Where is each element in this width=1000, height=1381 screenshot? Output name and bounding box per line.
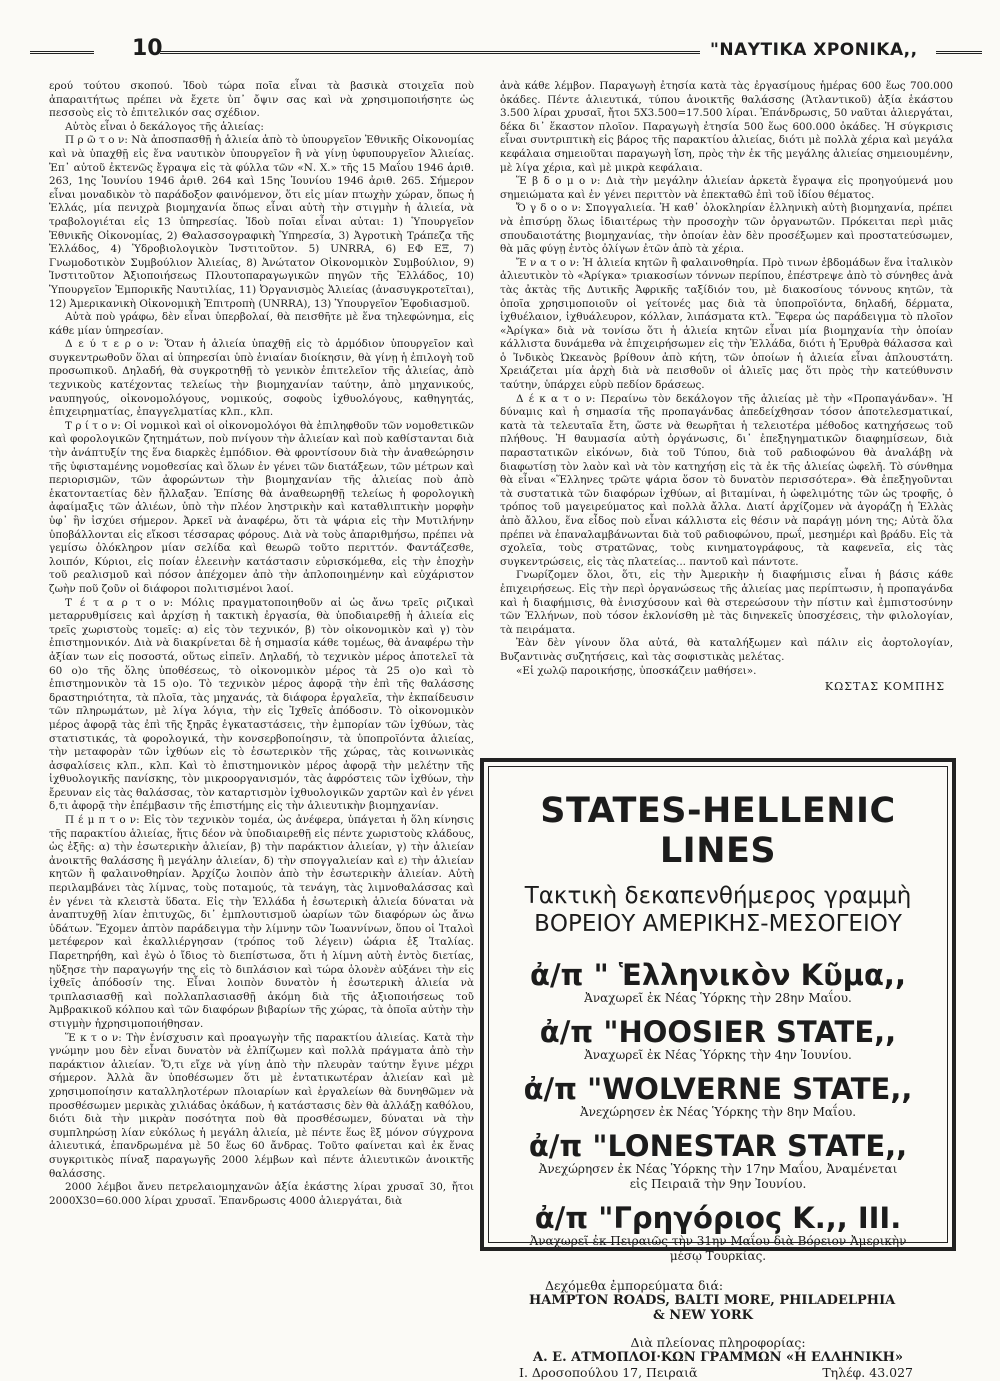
ad-company: Α. Ε. ΑΤΜΟΠΛΟΙ·ΚΩΝ ΓΡΑΜΜΩΝ «Η ΕΛΛΗΝΙΚΗ» xyxy=(533,1350,903,1365)
advertisement-inner xyxy=(488,766,948,1380)
ad-info-intro: Διὰ πλείονας πληροφορίας: xyxy=(630,1335,806,1350)
article-paragraph: Τ ρ ί τ ο ν: Οἱ νομικοὶ καὶ οἱ οἰκονομολόγοι θὰ ἐπιληφθοῦν τῶν νομοθετικῶν καὶ φορολογικῶν ζητημάτων, ποὺ πνίγουν τὴν ἁλιείαν καὶ ποὺ καθίστανται διὰ τὴν ἀνάπτυξίν της ἕνα διαρκὲς ἐμπόδιον. Θὰ φροντίσουν διὰ τὴν ἀναθεώρησιν τῆς ὑφισταμένης νομοθεσίας καὶ ὅλων ἐν γένει τῶν διατάξεων, τῶν μέτρων καὶ περιορισμῶν, τῶν ἀφορώντων τὴν βιομηχανίαν τῆς ἁλιείας ποὺ ἀπὸ ἑκατονταετίας δὲν ἤλλαξαν. Ἐπίσης θὰ ἀναθεωρηθῇ τελείως ἡ φορολογικὴ ἀφαίμαξις τῶν ἁλιέων, ὑπὸ τὴν πλέον ληστρικὴν καὶ καταθλιπτικὴν μορφὴν ὑφ᾽ ἣν ἰσχύει σήμερον. Ἀρκεῖ νὰ ἀναφέρω, ὅτι τὰ ψάρια εἰς τὴν Μυτιλήνην ὑποβάλλονται εἰς εἴκοσι τέσσαρας φόρους. Διὰ νὰ τοὺς ἀπαριθμήσω, πρέπει νὰ γεμίσω ὁλόκληρον μίαν σελίδα καὶ θεωρῶ τοῦτο περιττόν. Φαντάζεσθε, λοιπόν, Κύριοι, εἰς ποίαν ἐλεεινὴν κατάστασιν εὑρισκόμεθα, εἰς τὴν ἐποχὴν τοῦ ρεαλισμοῦ καὶ πόσον ἀπέχομεν ἀπὸ τὴν ἀπλοποιημένην καὶ εὐχάριστον ζωὴν ποῦ ζοῦν οἱ διάφοροι πολιτισμένοι λαοί. xyxy=(49,419,474,595)
ship-name: ἀ/π "HOOSIER STATE,, xyxy=(539,1015,897,1049)
article-paragraph: Γνωρίζομεν ὅλοι, ὅτι, εἰς τὴν Ἀμερικὴν ἡ διαφήμισις εἶναι ἡ βάσις κάθε ἐπιχειρήσεως. Εἰς τὴν περὶ ὀργανώσεως τῆς ἁλιείας μας περίπτωσιν, ἡ προπαγάνδα καὶ ἡ διαφήμισις, θὰ ἐνισχύσουν καὶ θὰ στερεώσουν τὴν πίστιν καὶ ἐμπιστοσύνην τῶν Ἑλλήνων, ποὺ τόσον ἐκλονίσθη μὲ τὰς διηνεκεῖς ὑποσχέσεις, τὴν φιλολογίαν, τὰ πειράματα. xyxy=(500,569,953,636)
header-rule-left xyxy=(30,51,94,54)
article-column-right-text xyxy=(500,80,953,678)
ship-name: ἀ/π "WOLVERNE STATE,, xyxy=(523,1072,913,1106)
ship-schedule: Ἀναχωρεῖ ἐκ Πειραιῶς τὴν 31ην Μαΐου διὰ Βόρειον Ἀμερικὴν μέσῳ Τουρκίας. xyxy=(529,1234,907,1263)
author-signature: ΚΩΣΤΑΣ ΚΟΜΠΗΣ xyxy=(824,680,945,694)
advertisement-box xyxy=(480,758,956,1380)
article-paragraph: ἀνὰ κάθε λέμβον. Παραγωγὴ ἐτησία κατὰ τὰς ἐργασίμους ἡμέρας 600 ἕως 700.000 ὀκάδες. Πέντε ἁλιευτικά, τύπου ἀνοικτῆς θαλάσσης (Ἀτλαντικοῦ) ἀξία ἑκάστου 3.500 λίραι χρυσαῖ, ἤτοι 5Χ3.500=17.500 λίραι. Ἐπάνδρωσις, 50 ναῦται ἁλιεργάται, δέκα δι᾽ ἕκαστον πλοῖον. Παραγωγὴ ἐτησία 500 ἕως 600.000 ὀκάδες. Ἡ σύγκρισις εἶναι συντριπτικὴ εἰς βάρος τῆς παρακτίου ἁλιείας, διότι μὲ πολλὰ χέρια καὶ μεγάλα κεφάλαια σημειοῦται παραγωγὴ ἴση, πρὸς τὴν ἐκ τῆς μεγάλης ἁλιείας σημειουμένην, μὲ λίγα χέρια, καὶ μὲ μικρὰ κεφάλαια. xyxy=(500,80,953,174)
ship-schedule: Ἀναχωρεῖ ἐκ Νέας Ὑόρκης τὴν 28ην Μαΐου. xyxy=(584,991,852,1005)
ad-ports-line-2: & NEW YORK xyxy=(653,1308,753,1323)
page-header xyxy=(30,38,982,68)
article-paragraph: Τ έ τ α ρ τ ο ν: Μόλις πραγματοποιηθοῦν αἱ ὡς ἄνω τρεῖς ριζικαὶ μεταρρυθμίσεις καὶ ἀρχίσῃ ἡ τακτικὴ ἐργασία, θὰ ὑποδιαιρεθῇ ἡ ἁλιεία εἰς τρεῖς χωριστοὺς τομεῖς: α) εἰς τὸν τεχνικόν, β) τὸν οἰκονομικὸν καὶ γ) τὸν ἐπιστημονικόν. Διὰ νὰ διακρίνεται δὲ ἡ σημασία κάθε τομέως, θὰ ἀναφέρω τὴν ἀξίαν των εἰς ποσοστά, οὕτως εἰπεῖν. Δηλαδή, τὸ τεχνικὸν μέρος ἀποτελεῖ τὰ 60 ο)ο τῆς ὅλης ὑποθέσεως, τὸ οἰκονομικὸν μέρος τὰ 25 ο)ο καὶ τὸ ἐπιστημονικὸν τὰ 15 ο)ο. Τὸ τεχνικὸν μέρος ἀφορᾷ τὴν ἐπὶ τῆς θαλάσσης δραστηριότητα, τὰ πλοῖα, τὰς μηχανάς, τὰ διάφορα ἐργαλεῖα, τὴν ἐκπαίδευσιν τῶν πληρωμάτων, μὲ λίγα λόγια, τὴν εἰς Ἰχθεῖς ἀπόδοσιν. Τὸ οἰκονομικὸν μέρος ἀφορᾷ τὰς ἐπὶ τῆς ξηρᾶς ἐγκαταστάσεις, τὴν ἐμπορίαν τῶν ἰχθύων, τὰς στατιστικάς, τὰ φορολογικά, τὴν κονσερβοποίησιν, τὰ ὑποπροϊόντα ἁλιείας, τὴν μεταφορὰν τῶν ἰχθύων εἰς τὸ ἐσωτερικὸν τῆς χώρας, τὰς κοινωνικὰς ἀσφαλίσεις κλπ., κλπ. Καὶ τὸ ἐπιστημονικὸν μέρος ἀφορᾷ τὴν μελέτην τῆς ἰχθυολογικῆς πανίσκης, τὸν μικροοργανισμόν, τὰς ἀφρόστεις τῶν ἰχθύων, τὴν ἔρευναν εἰς τὰς θαλάσσας, τὸν καταρτισμὸν ἰχθυολογικῶν χαρτῶν καὶ ἐν γένει δ,τι ἀφορᾷ τὴν ἐπέμβασιν τῆς ἐπιστήμης εἰς τὴν ἀλιευτικὴν βιομηχανίαν. xyxy=(49,596,474,813)
ship-name: ἀ/π "Γρηγόριος Κ.,, ΙΙΙ. xyxy=(534,1201,902,1235)
ad-subtitle-1: Τακτικὴ δεκαπενθήμερος γραμμὴ xyxy=(524,883,912,909)
page-number: 10 xyxy=(132,36,163,61)
article-paragraph: Π ρ ῶ τ ο ν: Νὰ ἀποσπασθῇ ἡ ἁλιεία ἀπὸ τὸ ὑπουργεῖον Ἐθνικῆς Οἰκονομίας καὶ νὰ ὑπαχθῇ εἰς ἕνα ναυτικὸν ὑπουργεῖον ἢ νὰ γίνῃ ὑφυπουργεῖον Ἁλιείας. Ἐπ᾽ αὐτοῦ ἐκτενῶς ἔγραψα εἰς τὰ φύλλα τῶν «Ν. Χ.» τῆς 15 Μαΐου 1946 ἀριθ. 263, 1ης Ἰουνίου 1946 ἀριθ. 264 καὶ 15ης Ἰουνίου 1946 ἀριθ. 265. Σήμερον εἶναι μοναδικὸν τὸ παράδοξον φαινόμενον, ὅτι εἰς μίαν πτωχὴν χώραν, ὅπως ἡ Ἑλλάς, μία πενιχρὰ βιομηχανία ὅπως εἶναι αὐτὴ τὴν στιγμὴν ἡ ἁλιεία, νὰ τραβολογιέται εἰς 13 ὑπηρεσίας. Ἰδοὺ ποῖαι εἶναι αὐται: 1) Ὑπουργεῖον Ἐθνικῆς Οἰκονομίας, 2) Θαλασσογραφικὴ Ὑπηρεσία, 3) Ἀγροτικὴ Τράπεζα τῆς Ἑλλάδος, 4) Ὑδροβιολογικὸν Ἰνστιτοῦτον. 5) UNRRA, 6) ΕΦ ΕΞ, 7) Γνωμοδοτικὸν Συμβούλιον Ἁλιείας, 8) Ἀνώτατον Οἰκονομικὸν Συμβούλιον, 9) Ἰνστιτοῦτον Ἀξιοποιήσεως Πλουτοπαραγωγικῶν πηγῶν τῆς Ἑλλάδος, 10) Ὑπουργεῖον Ἐμπορικῆς Ναυτιλίας, 11) Ὀργανισμὸς Ἁλιείας (ἀνασυγκροτεῖται), 12) Ἀμερικανικὴ Οἰκονομικὴ Ἐπιτροπὴ (UNRRA), 13) Ὑπουργεῖον Ἐφοδιασμοῦ. xyxy=(49,134,474,310)
ship-name: ἀ/π "LONESTAR STATE,, xyxy=(528,1129,908,1163)
article-paragraph: ερού τούτου σκοπού. Ἰδοὺ τώρα ποῖα εἶναι τὰ βασικὰ στοιχεῖα ποὺ ἀπαραιτήτως πρέπει νὰ ἔχετε ὑπ᾽ ὄψιν σας καὶ νὰ χρησιμοποιήσητε ὡς πεσσοὺς εἰς τὸ ἐπιτελικόν σας σχέδιον. xyxy=(49,80,474,120)
ship-name: ἀ/π " Ἑλληνικὸν Κῦμα,, xyxy=(530,958,906,992)
article-column-right xyxy=(500,80,953,694)
ad-subtitle-2: ΒΟΡΕΙΟΥ ΑΜΕΡΙΚΗΣ-ΜΕΣΟΓΕΙΟΥ xyxy=(534,911,902,937)
article-paragraph: Ὄ γ δ ο ο ν: Σπογγαλιεία. Ἡ καθ᾽ ὁλοκληρίαν ἑλληνικὴ αὐτὴ βιομηχανία, πρέπει νὰ ἐπισύρῃ ὅλως ἰδιαιτέρως τὴν προσοχὴν τῶν ὀργανωτῶν. Πρόκειται περὶ μιᾶς σπουδαιοτάτης βιομηχανίας, τὴν ὁποίαν ἐὰν δὲν προσέξωμεν καὶ προστατεύσωμεν, θὰ μᾶς φύγῃ ἐντὸς ὀλίγων ἐτῶν ἀπὸ τὰ χέρια. xyxy=(500,202,953,256)
ad-ship-list xyxy=(489,959,947,1264)
article-paragraph: Αὐτὰ ποὺ γράφω, δὲν εἶναι ὑπερβολαί, θὰ πεισθῆτε μὲ ἕνα τηλεφώνημα, εἰς κάθε μίαν ὑπηρεσίαν. xyxy=(49,311,474,337)
article-paragraph: Ἕ β δ ο μ ο ν: Διὰ τὴν μεγάλην ἁλιείαν ἀρκετὰ ἔγραψα εἰς προηγούμενά μου σημειώματα καὶ ἐν γένει περιττὸν νὰ ἐπεκταθῶ ἐπὶ τοῦ ἰδίου θέματος. xyxy=(500,175,953,201)
article-paragraph: Δ ε ύ τ ε ρ ο ν: Ὅταν ἡ ἁλιεία ὑπαχθῇ εἰς τὸ ἁρμόδιον ὑπουργεῖον καὶ συγκεντρωθοῦν ὅλαι αἱ ὑπηρεσίαι ὑπὸ ἑνιαίαν διοίκησιν, θὰ γίνῃ ἡ ἐπιλογὴ τοῦ προσωπικοῦ. Δηλαδή, θὰ συγκροτηθῇ τὸ γενικὸν ἐπιτελεῖον τῆς ἁλιείας, ἀπὸ τεχνικοὺς κατέχοντας τελείως τὴν βιομηχανίαν ταύτην, ἀπὸ μηχανικούς, ναυπηγούς, οἰκονομολόγους, νομικούς, σοφοὺς ἰχθυολόγους, καθηγητάς, ἐπιχειρηματίας, ἐπαγγελματίας κλπ., κλπ. xyxy=(49,338,474,419)
ad-phone: Τηλέφ. 43.027 xyxy=(822,1365,913,1380)
header-rule-right xyxy=(936,51,982,54)
ship-schedule: Ἀνεχώρησεν ἐκ Νέας Ὑόρκης τὴν 8ην Μαΐου. xyxy=(579,1105,857,1119)
ship-schedule: Ἀνεχώρησεν ἐκ Νέας Ὑόρκης τὴν 17ην Μαΐου, Ἀναμένεται εἰς Πειραιᾶ τὴν 9ην Ἰουνίου. xyxy=(538,1162,898,1191)
article-paragraph: Ἔ ν α τ ο ν: Ἡ ἁλιεία κητῶν ἢ φαλαινοθηρία. Πρὸ τινων ἑβδομάδων ἕνα ἰταλικὸν ἁλιευτικὸν τὸ «Ἀρίγκα» τριακοσίων τόννων περίπου, ἐπέστρεψε ἀπὸ τὸ σύνηθες ἀνὰ τὰς ἀκτὰς τῆς Δυτικῆς Ἀφρικῆς ταξίδιόν του, μὲ διακοσίους τόννους κητῶν, τὰ ὁποῖα χρησιμοποιοῦν οἱ γείτονές μας διὰ τὰ ὑποπροϊόντα, δηλαδή, δέρματα, ἰχθυέλαιον, ἰχθυάλευρον, κόλλαν, λιπάσματα κτλ. Ἔφερα ὡς παράδειγμα τὸ πλοῖον «Ἀρίγκα» διὰ νὰ τονίσω ὅτι ἡ ἁλιεία κητῶν εἶναι μία βιομηχανία τὴν ὁποίαν κάλλιστα δυνάμεθα νὰ ἐπιχειρήσωμεν εἰς τὴν Ἑλλάδα, διότι ἡ Ἐρυθρὰ θάλασσα καὶ ὁ Ἰνδικὸς Ὠκεανὸς βρίθουν ἀπὸ κήτη, τῶν ὁποίων ἡ ἁλιεία εἶναι ἀπλουστάτη. Χρειάζεται μία ἀρχὴ διὰ νὰ πεισθοῦν οἱ ἁλιεῖς μας ὅτι πρὸς τὴν κατεύθυνσιν ταύτην, ὑπάρχει εὐρὺ πεδίον δράσεως. xyxy=(500,256,953,392)
ad-contact-row xyxy=(489,1365,947,1381)
article-paragraph: Αὐτὸς εἶναι ὁ δεκάλογος τῆς ἁλιείας: xyxy=(65,120,264,133)
article-paragraph: Ἐὰν δὲν γίνουν ὅλα αὐτά, θὰ καταλήξωμεν καὶ πάλιν εἰς ἀορτολογίαν, Βυζαντινὰς συζητήσεις, καὶ τὰς σοφιστικὰς μελέτας. xyxy=(500,637,953,663)
ship-schedule: Ἀναχωρεῖ ἐκ Νέας Ὑόρκης τὴν 4ην Ἰουνίου. xyxy=(584,1048,852,1062)
ad-cargo-intro: Δεχόμεθα ἐμπορεύματα διά: xyxy=(545,1278,724,1293)
article-paragraph: Π έ μ π τ ο ν: Εἰς τὸν τεχνικὸν τομέα, ὡς ἀνέφερα, ὑπάγεται ἡ ὅλη κίνησις τῆς παρακτίου ἁλιείας, ἥτις δέον νὰ ὑποδιαιρεθῇ εἰς πέντε χωριστοὺς κλάδους, ὡς ἑξῆς: α) τὴν ἐσωτερικὴν ἁλιείαν, β) τὴν παράκτιον ἁλιείαν, γ) τὴν ἁλιείαν ἀνοικτῆς θαλάσσης ἢ μεγάλην ἁλιείαν, δ) τὴν σπογγαλιείαν καὶ ε) τὴν ἁλιείαν κητῶν ἢ φαλαινοθηρίαν. Ἀρχίζω λοιπὸν ἀπὸ τὴν ἐσωτερικὴν ἁλιείαν. Αὐτὴ περιλαμβάνει τὰς λίμνας, τοὺς ποταμούς, τὰ τενάγη, τὰς λιμνοθαλάσσας καὶ ἐν γένει τὰ κλειστὰ ὕδατα. Εἰς τὴν Ἑλλάδα ἡ ἐσωτερικὴ ἁλιεία δύναται νὰ ἀναπτυχθῇ λίαν ἐπιτυχῶς, δι᾽ ἐμπλουτισμοῦ ὠαρίων τῶν διαφόρων ὡς ἄνω ὑδάτων. Ἔχομεν ἀπτὸν παράδειγμα τὴν λίμνην τῶν Ἰωαννίνων, ὅπου οἱ Ἰταλοὶ μετέφερον καὶ ἐκαλλιέργησαν (τρόπος τοῦ λέγειν) ὠάρια ἐξ Ἰταλίας. Παρετηρήθη, καὶ ἐγὼ ὁ ἴδιος τὸ διεπίστωσα, ὅτι ἡ λίμνη αὐτὴ ἐντὸς διετίας, ηὔξησε τὴν παραγωγήν της εἰς τὸ διπλάσιον καὶ τώρα ὁλονὲν αὐξάνει τὴν εἰς ἰχθεῖς ἀπόδοσίν της. Εἶναι λοιπὸν δυνατὸν ἡ ἐσωτερικὴ ἁλιεία νὰ τριπλασιασθῇ καὶ πολλαπλασιασθῇ ἀκόμη διὰ τῆς ἀξιοποιήσεως τοῦ Ἀμβρακικοῦ κόλπου καὶ τῶν διαφόρων βιβαρίων τῆς χώρας, τὰ ὁποῖα αὐτὴν τὴν στιγμὴν ἠχρησιμοποιήθησαν. xyxy=(49,814,474,1030)
ad-title: STATES-HELLENIC LINES xyxy=(540,791,896,871)
ad-address: Ι. Δροσοπούλου 17, Πειραιᾶ xyxy=(519,1365,698,1380)
article-paragraph: Δ έ κ α τ ο ν: Περαίνω τὸν δεκάλογον τῆς ἁλιείας μὲ τὴν «Προπαγάνδαν». Ἡ δύναμις καὶ ἡ σημασία τῆς προπαγάνδας ἀπεδείχθησαν τόσον ἀποτελεσματικαί, κατὰ τὰ τελευταῖα ἔτη, ὥστε νὰ θεωρῆται ἡ τελειοτέρα μέθοδος κατηχήσεως τοῦ πλήθους. Ἡ θαυμασία αὐτὴ ὀργάνωσις, δι᾽ ἐπεξηγηματικῶν διαφημίσεων, διὰ παραστατικῶν εἰκόνων, διὰ τοῦ Τύπου, διὰ τοῦ ραδιοφώνου θὰ ἀναλάβῃ νὰ διαφωτίσῃ τὸν λαὸν καὶ νὰ τὸν κατηχήσῃ εἰς τὰ ἐκ τῆς ἁλιείας ὠφελῆ. Τὸ σύνθημα θὰ εἶναι «Ἕλληνες τρῶτε ψάρια ὅσον τὸ δυνατὸν περισσότερα». Θὰ ἐπεξηγοῦνται τὰ συστατικὰ τῶν διαφόρων ἰχθύων, αἱ βιταμίναι, ἡ ὠφελιμότης τῶν ὡς τροφῆς, ὁ τρόπος τοῦ μαγειρεύματος καὶ πολλὰ ἄλλα. Διατί ἀρχίζομεν νὰ ἀγοράζῃ ἡ Ἑλλὰς ἀπὸ ἄλλου, ἕνα εἶδος ποὺ εἶναι κάλλιστα εἰς θέσιν νὰ παράγῃ μόνη της; Αὐτὰ ὅλα πρέπει νὰ ἐπαναλαμβάνωνται διὰ τοῦ ραδιοφώνου, πρωΐ, μεσημέρι καὶ βράδυ. Εἰς τὰ σχολεῖα, τοὺς στρατῶνας, τοὺς κινηματογράφους, τὰ καφενεῖα, εἰς τὰς συγκεντρώσεις, εἰς τὰς πλατείας... παντοῦ καὶ πάντοτε. xyxy=(500,392,953,568)
header-rule-middle xyxy=(160,51,700,54)
ad-ports-line-1: HAMPTON ROADS, BALTI MORE, PHILADELPHIA xyxy=(529,1293,896,1308)
publication-title: "ΝΑΥΤΙΚΑ ΧΡΟΝΙΚΑ,, xyxy=(710,40,918,60)
article-column-left xyxy=(49,80,474,1208)
article-paragraph: Ἕ κ τ ο ν: Τὴν ἐνίσχυσιν καὶ προαγωγὴν τῆς παρακτίου ἁλιείας. Κατὰ τὴν γνώμην μου δὲν εἶναι δυνατὸν νὰ ἐλπίζωμεν καὶ πολλὰ πράγματα ἀπὸ τὴν παράκτιον ἁλιείαν. Ὅ,τι εἴχε νὰ γίνῃ ἀπὸ τὴν πλευρὰν ταύτην ἔγινε μέχρι σήμερον. Ἀλλὰ ἂν ὑποθέσωμεν ὅτι μὲ ἐντατικωτέραν ἁλιείαν καὶ μὲ χρησιμοποίησιν καταλληλοτέρων πλοιαρίων καὶ ἐργαλείων θὰ δυνηθῶμεν νὰ προσθέσωμεν μερικὰς χιλιάδας ὀκάδων, ἡ κατάστασις δὲν θὰ ἀλλάξῃ καθόλου, διότι διὰ τὴν μικρὰν ποσότητα ποὺ θὰ προσθέσωμεν, δύναται νὰ τὴν συμπληρώσῃ λίαν εὐκόλως ἡ μεγάλη ἁλιεία, μὲ πέντε ἕως ἓξ μόνον σύγχρονα ἁλιευτικά, ἐπανδρωμένα μὲ 50 ἕως 60 ἄνδρας. Τοῦτο φαίνεται καὶ ἐκ ἕνας συγκριτικὸς πίναξ παραγωγῆς 2000 λέμβων καὶ πέντε ἁλιευτικῶν ἀνοικτῆς θαλάσσης. xyxy=(49,1031,474,1180)
article-paragraph: 2000 λέμβοι ἄνευ πετρελαιομηχανῶν ἀξία ἑκάστης λίραι χρυσαῖ 30, ἤτοι 2000Χ30=60.000 λίραι χρυσαῖ. Ἐπανδρωσις 4000 ἁλιεργάται, διὰ xyxy=(49,1181,474,1207)
article-paragraph: «Εἰ χωλῷ παροικήσῃς, ὑποσκάζειν μαθήσει». xyxy=(516,664,757,677)
